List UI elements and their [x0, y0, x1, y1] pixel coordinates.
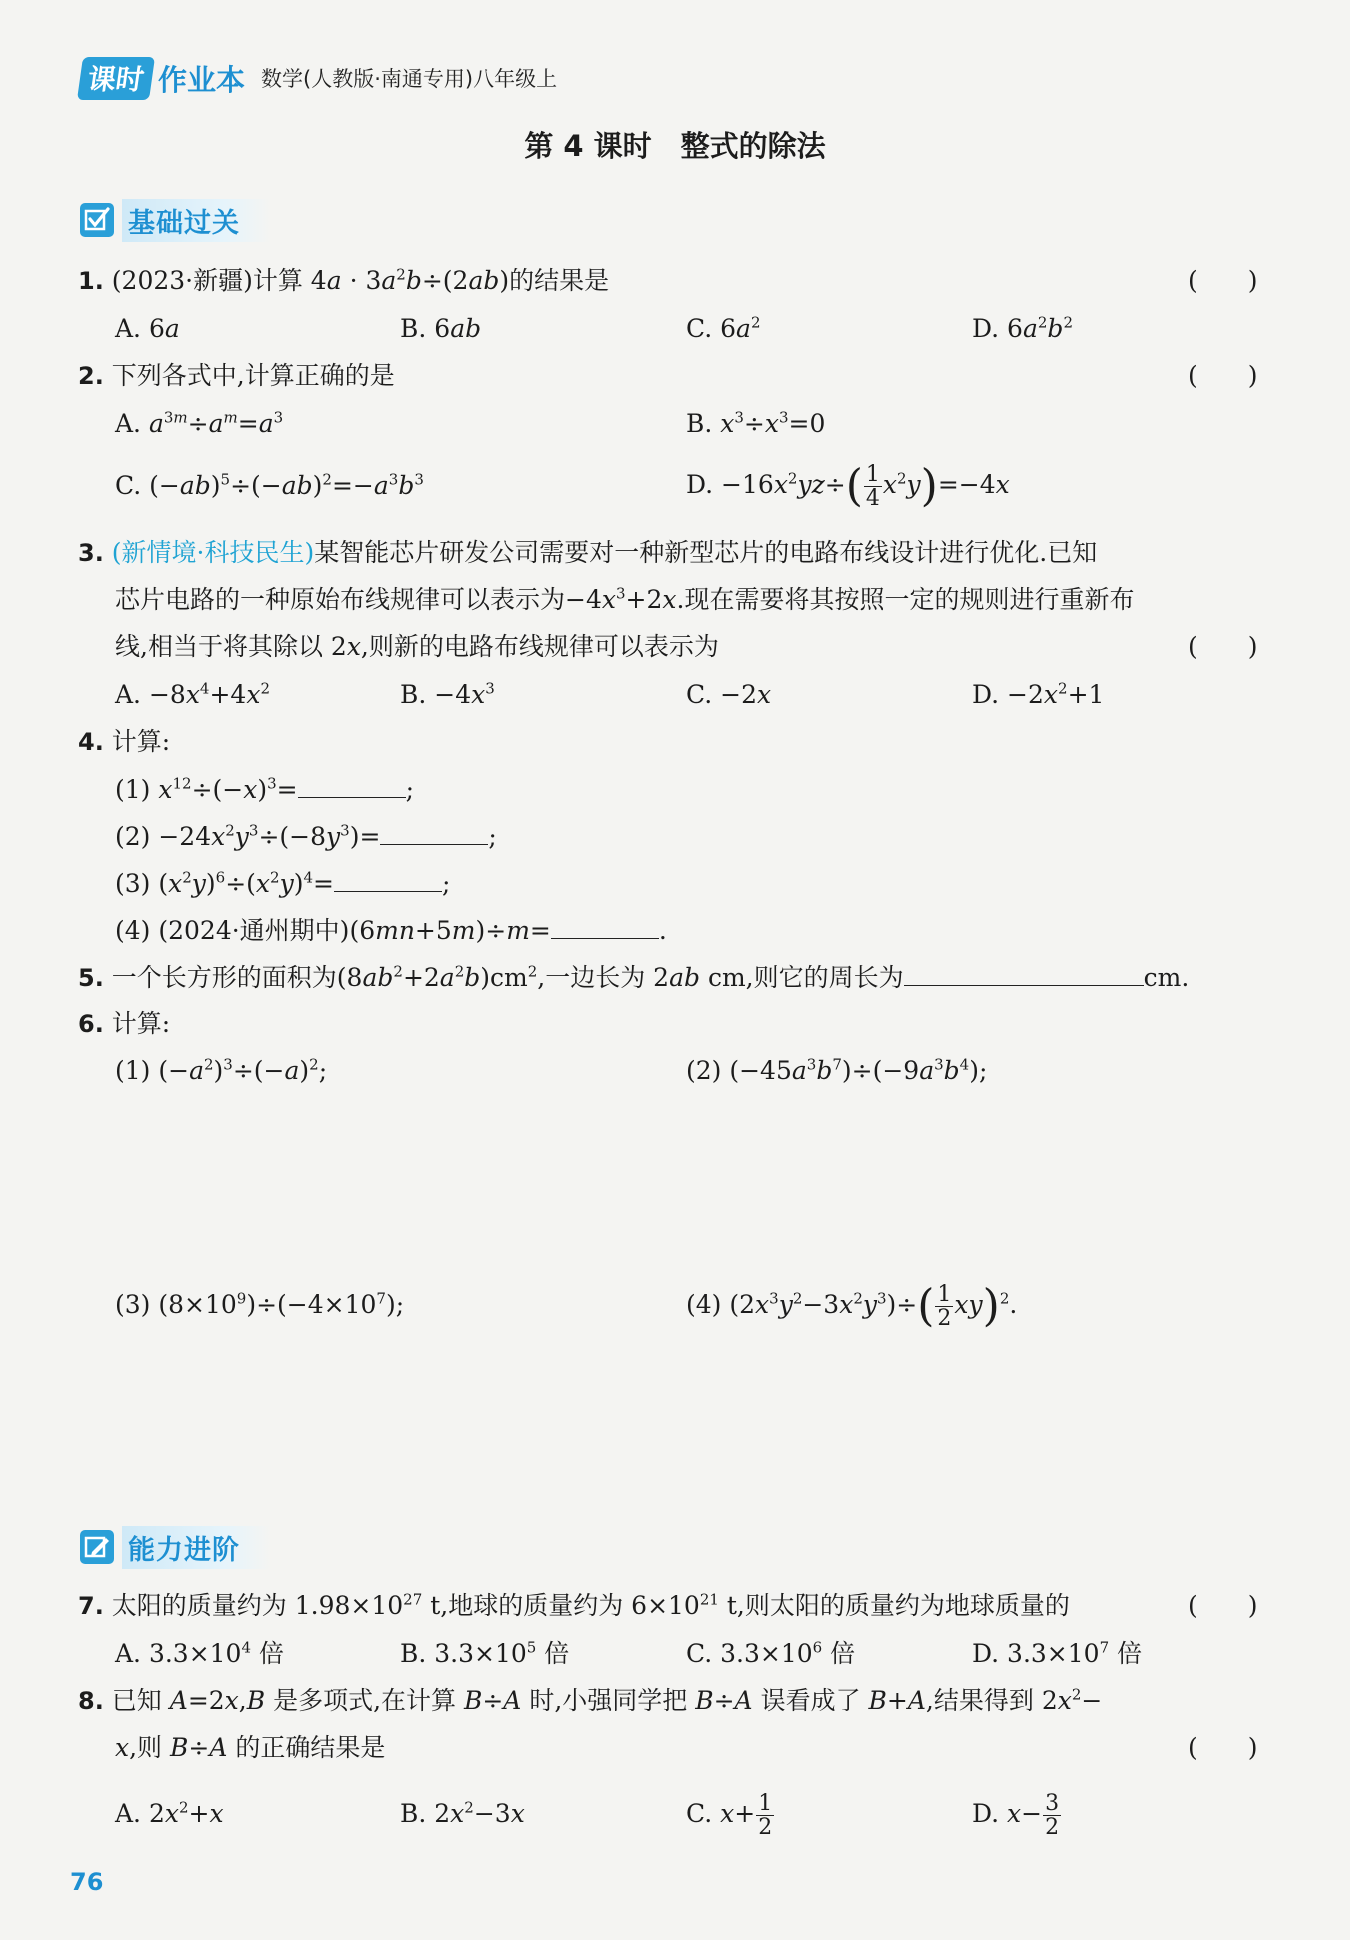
q8-line1e: ,结果得到 [925, 1686, 1034, 1715]
q1-source: (2023·新疆) [111, 266, 253, 295]
section-basic [80, 200, 270, 240]
q5-unit: cm. [1143, 963, 1190, 992]
q7-number: 7. [78, 1592, 104, 1620]
q3-line3: 线,相当于将其除以 2x,则新的电路布线规律可以表示为 [115, 632, 719, 661]
q1-option-c-letter: C. [686, 314, 713, 343]
q4-1-blank[interactable] [298, 771, 406, 798]
q7-answer-bracket[interactable]: ( ) [1188, 1591, 1258, 1620]
q1-option-b[interactable]: B. 6ab [400, 314, 482, 343]
q5-blank[interactable] [904, 959, 1144, 986]
question-2 [78, 358, 395, 394]
q1-answer-bracket[interactable]: ( ) [1188, 266, 1258, 295]
q1-option-a[interactable]: A. 6a [115, 314, 180, 343]
q2-number: 2. [78, 362, 104, 390]
question-6 [78, 1006, 170, 1042]
q5-text-c: ,则它的周长为 [745, 963, 904, 992]
q7-stem-a: 太阳的质量约为 [111, 1591, 287, 1620]
q4-part-3: (3) $(x^2y)^6\div(x^2y)^4=$ ; [115, 865, 450, 902]
q2-option-b[interactable]: B. $x^3\div x^3=0$ [686, 408, 826, 438]
q8-option-a[interactable]: A. $2x^2+x$ [115, 1798, 224, 1828]
q8-option-d[interactable]: D. x− $\frac{3}{2}$ [972, 1790, 1060, 1840]
q4-3-blank[interactable] [334, 865, 442, 892]
q7-d-unit: 倍 [1117, 1639, 1143, 1668]
header [80, 56, 557, 100]
q3-tag: (新情境·科技民生) [111, 538, 315, 567]
q8-line1d: 误看成了 [760, 1686, 861, 1715]
q8-line2a: ,则 [129, 1733, 163, 1762]
q3-line2: 芯片电路的一种原始布线规律可以表示为$-4x^3+2x$.现在需要将其按照一定的规则进行重新布 [115, 584, 1135, 614]
q2-option-a[interactable]: A. $a^{3m}\div a^m=a^3$ [115, 408, 284, 438]
checkbox-icon [80, 203, 114, 237]
section-basic-label: 基础过关 [122, 199, 270, 242]
q2-option-c[interactable]: C. $(-ab)^5\div(-ab)^2=-a^3b^3$ [115, 470, 424, 500]
q8-line2: x,则 B÷A 的正确结果是 [115, 1733, 386, 1762]
q4-4-blank[interactable] [551, 912, 659, 939]
q7-a-unit: 倍 [258, 1639, 284, 1668]
q2-answer-bracket[interactable]: ( ) [1188, 361, 1258, 390]
q4-part-1: (1) $x^{12}\div(-x)^3=$ ; [115, 771, 414, 808]
q1-number: 1. [78, 267, 104, 295]
q4-part-4: (4) (2024·通州期中)(6mn+5m)÷m= . [115, 912, 667, 949]
q8-option-b[interactable]: B. $2x^2-3x$ [400, 1798, 525, 1828]
q4-2-blank[interactable] [380, 818, 488, 845]
question-1: 1. (2023·新疆)计算 $4a \cdot 3a^2b\div(2ab)$的结果是 [78, 265, 610, 295]
q8-line1b: 是多项式,在计算 [273, 1686, 457, 1715]
q8-option-c[interactable]: C. x+ $\frac{1}{2}$ [686, 1790, 773, 1840]
q6-part-3: (3) $(8\times 10^9)\div(-4\times 10^7)$; [115, 1289, 405, 1319]
question-4 [78, 724, 170, 760]
q4-stem: 计算: [111, 727, 171, 756]
q6-part-4: (4) $(2x^3y^2-3x^2y^3)\div$( $\frac{1}{2}$ xy)$^2$. [686, 1280, 1018, 1332]
q3-option-d[interactable]: D. $-2x^2+1$ [972, 679, 1105, 709]
question-7: 7. 太阳的质量约为 $1.98\times 10^{27}$ t,地球的质量约为 $6\times 10^{21}$ t,则太阳的质量约为地球质量的 [78, 1590, 1070, 1620]
q8-line1: 已知 [111, 1686, 162, 1715]
section-advanced [80, 1527, 270, 1567]
q1-option-c[interactable]: C. $6a^2$ [686, 313, 761, 343]
q7-stem-b: t,地球的质量约为 [430, 1591, 624, 1620]
q7-option-c[interactable]: C. $3.3\times 10^6$ 倍 [686, 1638, 856, 1668]
logo-text: 课时 [85, 62, 147, 96]
q3-line2a: 芯片电路的一种原始布线规律可以表示为 [115, 585, 566, 614]
q8-line1c: 时,小强同学把 [529, 1686, 688, 1715]
book-subtitle: 数学(人教版·南通专用)八年级上 [261, 67, 558, 91]
question-8: 8. 已知 A=2x,B 是多项式,在计算 B÷A 时,小强同学把 B÷A 误看成了 B+A,结果得到 $2x^2-$ [78, 1685, 1103, 1715]
question-5: 5. 一个长方形的面积为$(8ab^2+2a^2b)cm^2$,一边长为 2ab cm,则它的周长为 cm. [78, 959, 1189, 996]
q5-text-b: ,一边长为 [537, 963, 646, 992]
pencil-icon [80, 1530, 114, 1564]
q7-option-b[interactable]: B. $3.3\times 10^5$ 倍 [400, 1638, 570, 1668]
q3-line2b: .现在需要将其按照一定的规则进行重新布 [676, 585, 1135, 614]
q6-part-2: (2) $(-45a^3b^7)\div(-9a^3b^4)$; [686, 1055, 988, 1085]
question-3 [78, 535, 1097, 571]
q2-option-d[interactable]: D. $-16x^2yz\div$( $\frac{1}{4}$ $x^2y)=-4x$ [686, 460, 1010, 512]
section-advanced-label: 能力进阶 [122, 1526, 270, 1569]
q1-option-d[interactable]: D. $6a^2b^2$ [972, 313, 1073, 343]
q3-option-a[interactable]: A. $-8x^4+4x^2$ [115, 679, 270, 709]
q7-option-a[interactable]: A. $3.3\times 10^4$ 倍 [115, 1638, 284, 1668]
q3-line3a: 线,相当于将其除以 [115, 632, 323, 661]
q6-part-1: (1) $(-a^2)^3\div(-a)^2$; [115, 1055, 328, 1085]
q3-answer-bracket[interactable]: ( ) [1188, 632, 1258, 661]
q4-number: 4. [78, 728, 104, 756]
q7-b-unit: 倍 [544, 1639, 570, 1668]
brand-name: 作业本 [158, 62, 246, 97]
q3-option-c[interactable]: C. −2x [686, 680, 772, 709]
q7-c-unit: 倍 [830, 1639, 856, 1668]
q4-4-source: (2024·通州期中) [158, 916, 350, 945]
q3-line3b: ,则新的电路布线规律可以表示为 [360, 632, 719, 661]
q8-number: 8. [78, 1687, 104, 1715]
q1-option-b-letter: B. [400, 314, 427, 343]
logo-badge [77, 57, 155, 100]
q3-number: 3. [78, 539, 104, 567]
q5-number: 5. [78, 964, 104, 992]
q5-text-a: 一个长方形的面积为 [111, 963, 337, 992]
q1-option-d-letter: D. [972, 314, 1000, 343]
q7-option-d[interactable]: D. $3.3\times 10^7$ 倍 [972, 1638, 1143, 1668]
q8-line2b: 的正确结果是 [235, 1733, 386, 1762]
lesson-title: 第 4 课时 整式的除法 [524, 129, 826, 163]
q2-stem: 下列各式中,计算正确的是 [111, 361, 395, 390]
q6-number: 6. [78, 1010, 104, 1038]
q3-option-b[interactable]: B. $-4x^3$ [400, 679, 495, 709]
q8-answer-bracket[interactable]: ( ) [1188, 1733, 1258, 1762]
q4-part-2: $(2) -24x^2y^3\div(-8y^3)=$ ; [115, 818, 497, 855]
q6-stem: 计算: [111, 1009, 171, 1038]
q7-stem-c: t,则太阳的质量约为地球质量的 [726, 1591, 1070, 1620]
page-number: 76 [70, 1868, 104, 1896]
q1-option-a-letter: A. [115, 314, 142, 343]
q3-line1: 某智能芯片研发公司需要对一种新型芯片的电路布线设计进行优化.已知 [314, 538, 1098, 567]
